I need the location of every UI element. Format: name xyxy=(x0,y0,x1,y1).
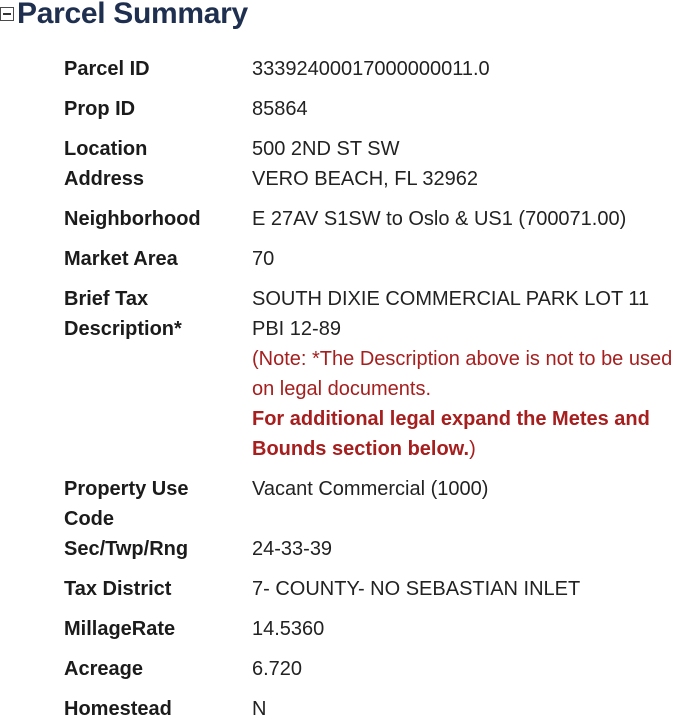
collapse-toggle-icon[interactable] xyxy=(0,7,14,21)
millage-rate-label: MillageRate xyxy=(64,618,176,640)
prop-id-label: Prop ID xyxy=(64,98,136,120)
tax-district-label: Tax District xyxy=(64,578,172,600)
brief-tax-label xyxy=(64,284,244,344)
prop-id-value: 85864 xyxy=(252,98,308,120)
location-label-line1: Location xyxy=(64,138,148,160)
homestead-value: N xyxy=(252,698,267,720)
tax-desc-line1: SOUTH DIXIE COMMERCIAL PARK LOT 11 xyxy=(252,288,650,310)
address-street: 500 2ND ST SW xyxy=(252,138,400,160)
legal-note-line2: on legal documents. xyxy=(252,378,432,400)
legal-note-line4 xyxy=(252,434,697,464)
legal-note-line4-bold: Bounds section below. xyxy=(252,438,470,460)
brief-tax-label-line1: Brief Tax xyxy=(64,288,149,310)
location-address-value xyxy=(252,134,697,194)
location-label-line2: Address xyxy=(64,168,145,190)
brief-tax-label-line2: Description* xyxy=(64,318,182,340)
address-city: VERO BEACH, FL 32962 xyxy=(252,168,479,190)
parcel-id-value: 33392400017000000011.0 xyxy=(252,58,490,80)
property-use-label-line2: Code xyxy=(64,508,114,530)
market-area-value: 70 xyxy=(252,248,275,270)
legal-note-line1: (Note: *The Description above is not to be used xyxy=(252,348,673,370)
tax-district-value: 7- COUNTY- NO SEBASTIAN INLET xyxy=(252,578,581,600)
acreage-value: 6.720 xyxy=(252,658,303,680)
sec-twp-rng-label: Sec/Twp/Rng xyxy=(64,538,189,560)
brief-tax-value xyxy=(252,284,697,464)
homestead-label: Homestead xyxy=(64,698,172,720)
tax-desc-line2: PBI 12-89 xyxy=(252,318,341,340)
legal-note-line3: For additional legal expand the Metes and xyxy=(252,408,650,430)
section-title: Parcel Summary xyxy=(17,0,248,30)
neighborhood-label: Neighborhood xyxy=(64,208,201,230)
section-header xyxy=(0,0,248,34)
property-use-label xyxy=(64,474,244,534)
parcel-id-label: Parcel ID xyxy=(64,58,150,80)
market-area-label: Market Area xyxy=(64,248,178,270)
sec-twp-rng-value: 24-33-39 xyxy=(252,538,333,560)
millage-rate-value: 14.5360 xyxy=(252,618,325,640)
property-use-label-line1: Property Use xyxy=(64,478,189,500)
property-use-value: Vacant Commercial (1000) xyxy=(252,478,489,500)
neighborhood-value: E 27AV S1SW to Oslo & US1 (700071.00) xyxy=(252,208,627,230)
location-address-label xyxy=(64,134,244,194)
acreage-label: Acreage xyxy=(64,658,143,680)
legal-note-close-paren: ) xyxy=(469,438,476,460)
